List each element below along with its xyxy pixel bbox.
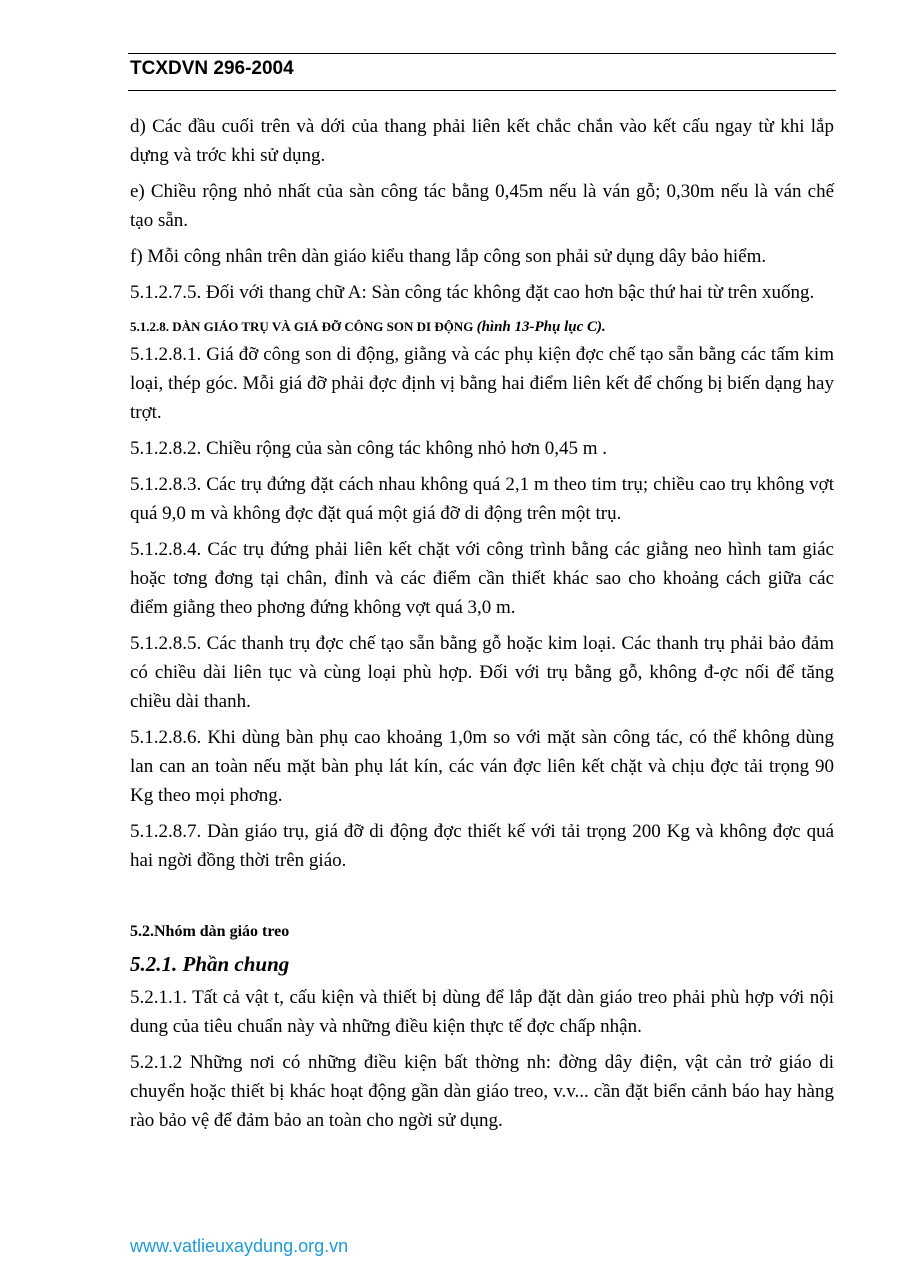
heading-5-2-1: 5.2.1. Phần chung — [130, 952, 290, 976]
heading-5-1-2-8-ref: (hình 13-Phụ lục C). — [476, 319, 606, 335]
paragraph-5-1-2-8-4: 5.1.2.8.4. Các trụ đứng phải liên kết chặt với công trình bằng các giằng neo hình tam giác hoặc tơng đơng tại chân, đỉnh và các điểm cần thiết khác sao cho khoảng cách giữa các điểm giằng theo phơng đứng không vợt quá 3,0 m. — [130, 539, 834, 618]
paragraph-5-2-1-2: 5.2.1.2 Những nơi có những điều kiện bất thờng nh: đờng dây điện, vật cản trở giáo di chuyển hoặc thiết bị khác hoạt động gần dàn giáo treo, v.v... cần đặt biển cảnh báo hay hàng rào bảo vệ để đảm bảo an toàn cho ngời sử dụng. — [130, 1052, 834, 1131]
header-top-rule — [128, 53, 836, 54]
paragraph-5-1-2-8-6: 5.1.2.8.6. Khi dùng bàn phụ cao khoảng 1,0m so với mặt sàn công tác, có thể không dùng lan can an toàn nếu mặt bàn phụ lát kín, các ván đợc liên kết chặt và chịu đợc tải trọng 90 Kg theo mọi phơng. — [130, 727, 834, 806]
paragraph-d: d) Các đầu cuối trên và dới của thang phải liên kết chắc chắn vào kết cấu ngay từ khi lắp dựng và trớc khi sử dụng. — [130, 116, 834, 166]
header-bottom-rule — [128, 90, 836, 91]
paragraph-5-1-2-8-7: 5.1.2.8.7. Dàn giáo trụ, giá đỡ di động đợc thiết kế với tải trọng 200 Kg và không đợc quá hai ngời đồng thời trên giáo. — [130, 821, 834, 871]
paragraph-5-1-2-8-3: 5.1.2.8.3. Các trụ đứng đặt cách nhau không quá 2,1 m theo tim trụ; chiều cao trụ không vợt quá 9,0 m và không đợc đặt quá một giá đỡ di động trên một trụ. — [130, 474, 834, 524]
standard-code: TCXDVN 296-2004 — [130, 58, 294, 79]
heading-5-1-2-8-text: 5.1.2.8. DÀN GIÁO TRỤ VÀ GIÁ ĐỠ CÔNG SON DI ĐỘNG — [130, 319, 474, 334]
heading-5-1-2-8 — [130, 314, 834, 340]
paragraph-5-1-2-8-2: 5.1.2.8.2. Chiều rộng của sàn công tác không nhỏ hơn 0,45 m . — [130, 438, 608, 459]
paragraph-5-1-2-8-5: 5.1.2.8.5. Các thanh trụ đợc chế tạo sẵn bằng gỗ hoặc kim loại. Các thanh trụ phải bảo đảm có chiều dài liên tục và cùng loại phù hợp. Đối với trụ bằng gỗ, không đ-ợc nối để tăng chiều dài thanh. — [130, 633, 834, 712]
paragraph-f: f) Mỗi công nhân trên dàn giáo kiểu thang lắp công son phải sử dụng dây bảo hiểm. — [130, 246, 767, 267]
heading-5-2: 5.2.Nhóm dàn giáo treo — [130, 923, 290, 940]
paragraph-5-1-2-7-5: 5.1.2.7.5. Đối với thang chữ A: Sàn công tác không đặt cao hơn bậc thứ hai từ trên xuống. — [130, 282, 815, 303]
paragraph-5-1-2-8-1: 5.1.2.8.1. Giá đỡ công son di động, giằng và các phụ kiện đợc chế tạo sẵn bằng các tấm kim loại, thép góc. Mỗi giá đỡ phải đợc định vị bằng hai điểm liên kết để chống bị biến dạng hay trợt. — [130, 344, 834, 423]
footer-website-link[interactable]: www.vatlieuxaydung.org.vn — [130, 1236, 349, 1256]
document-body — [130, 112, 834, 1142]
paragraph-e: e) Chiều rộng nhỏ nhất của sàn công tác bằng 0,45m nếu là ván gỗ; 0,30m nếu là ván chế tạo sẵn. — [130, 181, 834, 231]
paragraph-5-2-1-1: 5.2.1.1. Tất cả vật t, cấu kiện và thiết bị dùng để lắp đặt dàn giáo treo phải phù hợp với nội dung của tiêu chuẩn này và những điều kiện thực tế đợc chấp nhận. — [130, 987, 834, 1037]
